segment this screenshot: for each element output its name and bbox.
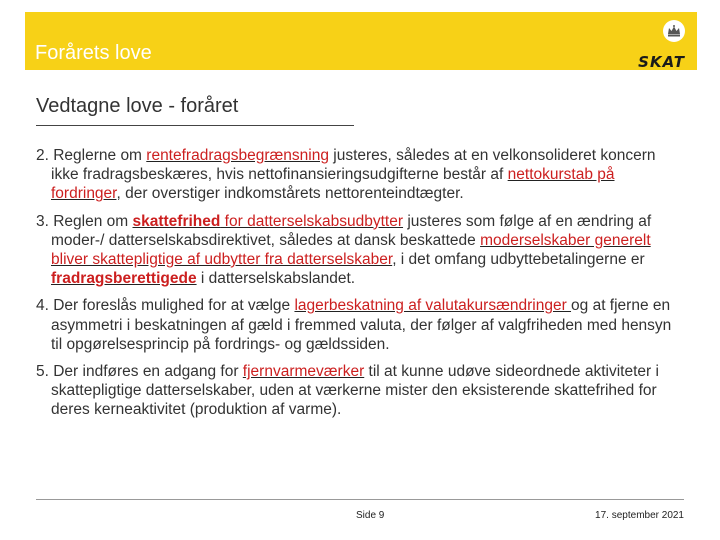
item-number: 5. bbox=[36, 363, 54, 381]
item-number: 2. bbox=[36, 147, 54, 164]
logo-wordmark: SKAT bbox=[638, 53, 685, 71]
item-text: Der indføres en adgang for bbox=[53, 363, 243, 381]
item-text: Der foreslås mulighed for at vælge bbox=[53, 297, 295, 315]
item-text: , i det omfang udbyttebetalingerne er bbox=[392, 251, 645, 269]
law-list bbox=[36, 146, 686, 428]
list-item bbox=[36, 146, 686, 204]
highlighted-term: fjernvarmeværker bbox=[242, 363, 365, 381]
crown-emblem bbox=[663, 20, 685, 42]
section-subtitle: Vedtagne love - foråret bbox=[36, 95, 239, 117]
highlighted-term: fradragsberettigede bbox=[51, 270, 197, 288]
highlighted-term: for datterselskabsudbytter bbox=[220, 212, 404, 230]
skat-logo bbox=[615, 20, 685, 71]
item-text: justeres, således at en velkonsolideret koncern ikke fradragsbeskæres, hvis nettofinansieringsudgifterne består af bbox=[51, 147, 656, 184]
item-text: til at kunne udøve sideordnede aktiviteter i skattepligtige datterselskaber, uden at værkerne mister den eksisterende skattefrihed for deres kerneaktivitet (produktion af varme). bbox=[51, 363, 659, 419]
footer-divider bbox=[36, 499, 684, 500]
highlighted-term: moderselskaber generelt bliver skattepligtige af udbytter fra datterselskaber bbox=[51, 231, 651, 269]
item-text: justeres som følge af en ændring af moder-/ datterselskabsdirektivet, således at dansk beskattede bbox=[51, 212, 652, 249]
highlighted-term: skattefrihed bbox=[132, 212, 221, 230]
item-text: Reglen om bbox=[53, 212, 133, 230]
page-number: Side 9 bbox=[356, 510, 385, 521]
list-item bbox=[36, 362, 686, 420]
subtitle-divider bbox=[36, 125, 354, 126]
item-number: 4. bbox=[36, 297, 54, 315]
crown-icon bbox=[666, 23, 682, 39]
highlighted-term: rentefradragsbegrænsning bbox=[146, 147, 329, 164]
item-text: Reglerne om bbox=[53, 147, 147, 164]
item-number: 3. bbox=[36, 212, 54, 230]
header-bar bbox=[25, 12, 697, 70]
item-text: og at fjerne en asymmetri i beskatningen af gæld i fremmed valuta, der følger af valgfriheden med hensyn til opgørelsesprincip på fordrings- og gældssiden. bbox=[51, 297, 672, 353]
item-text: , der overstiger indkomstårets nettorenteindtægter. bbox=[116, 185, 464, 203]
footer-date: 17. september 2021 bbox=[595, 510, 684, 521]
list-item bbox=[36, 212, 686, 289]
slide-title: Forårets love bbox=[35, 42, 152, 64]
highlighted-term: nettokurstab på fordringer bbox=[51, 166, 615, 203]
item-text: i datterselskabslandet. bbox=[196, 270, 356, 288]
highlighted-term: lagerbeskatning af valutakursændringer bbox=[294, 297, 572, 315]
list-item bbox=[36, 296, 686, 354]
